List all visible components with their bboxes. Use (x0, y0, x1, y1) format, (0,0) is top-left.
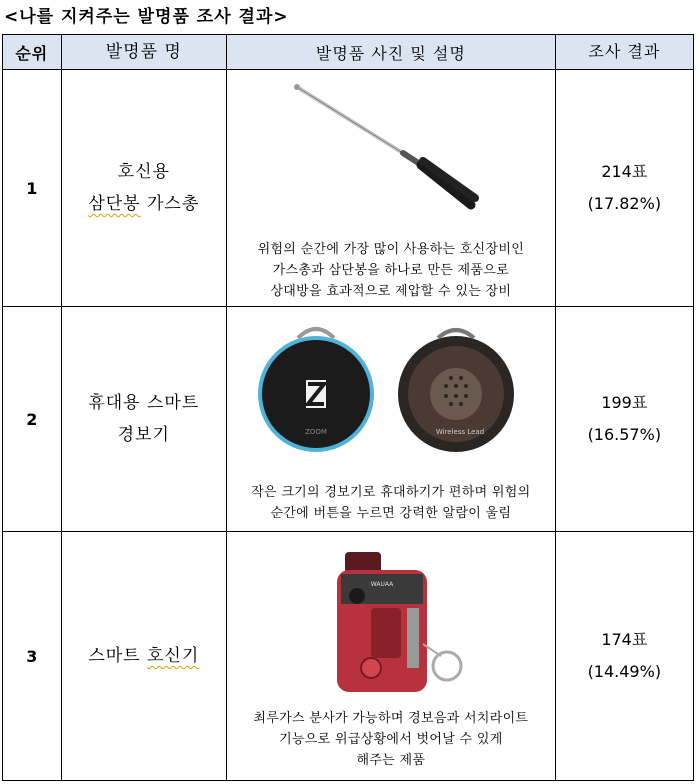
name-line: 휴대용 스마트 (88, 393, 200, 413)
rank-cell: 3 (3, 532, 62, 781)
name-line: 경보기 (117, 425, 170, 445)
device-label: Wireless Lead (435, 428, 484, 436)
name-part: 스마트 (88, 646, 147, 666)
telescopic-baton-image (291, 77, 491, 227)
name-line (62, 188, 226, 220)
name-cell (61, 532, 226, 781)
description-line: 가스총과 삼단봉을 하나로 만든 제품으로 (272, 262, 509, 278)
survey-results-table (2, 34, 694, 781)
rank-cell: 1 (3, 70, 62, 307)
description-line: 최루가스 분사가 가능하며 경보음과 서치라이트 (253, 710, 529, 726)
name-line (62, 640, 226, 672)
votes: 199표 (601, 393, 648, 412)
description-line: 기능으로 위급상황에서 벗어날 수 있게 (279, 731, 503, 747)
votes: 214표 (601, 162, 648, 181)
table-row (3, 307, 694, 532)
name-part: 삼단봉 (88, 194, 141, 214)
table-header-row (3, 35, 694, 70)
result-cell (555, 307, 693, 532)
description-line: 해주는 제품 (356, 752, 426, 768)
header-rank: 순위 (3, 35, 62, 70)
rank-cell: 2 (3, 307, 62, 532)
header-name: 발명품 명 (61, 35, 226, 70)
device-label: ZOOM (304, 428, 327, 436)
photo-cell (227, 307, 556, 532)
percent: (14.49%) (587, 662, 662, 681)
table-row (3, 70, 694, 307)
table-row (3, 532, 694, 781)
description-line: 작은 크기의 경보기로 휴대하기가 편하며 위험의 (251, 485, 531, 500)
votes: 174표 (601, 630, 648, 649)
description-line: 위험의 순간에 가장 많이 사용하는 호신장비인 (257, 241, 525, 257)
percent: (16.57%) (587, 425, 662, 444)
header-result: 조사 결과 (555, 35, 693, 70)
device-brand-label: WAUAA (370, 580, 394, 588)
description-line: 상대방을 효과적으로 제압할 수 있는 장비 (270, 283, 512, 299)
description-line: 순간에 버튼을 누르면 강력한 알람이 울림 (270, 506, 512, 521)
smart-self-defense-device-image (311, 548, 471, 698)
name-cell (61, 307, 226, 532)
percent: (17.82%) (587, 194, 662, 213)
name-part: 가스총 (140, 194, 200, 214)
photo-cell (227, 532, 556, 781)
result-cell (555, 532, 693, 781)
name-cell (61, 70, 226, 307)
name-part: 호신기 (146, 646, 200, 666)
result-cell (555, 70, 693, 307)
page-title: <나를 지켜주는 발명품 조사 결과> (4, 7, 289, 27)
photo-cell (227, 70, 556, 307)
name-line: 호신용 (117, 162, 170, 182)
header-photo: 발명품 사진 및 설명 (227, 35, 556, 70)
portable-alarm-image (246, 316, 536, 466)
